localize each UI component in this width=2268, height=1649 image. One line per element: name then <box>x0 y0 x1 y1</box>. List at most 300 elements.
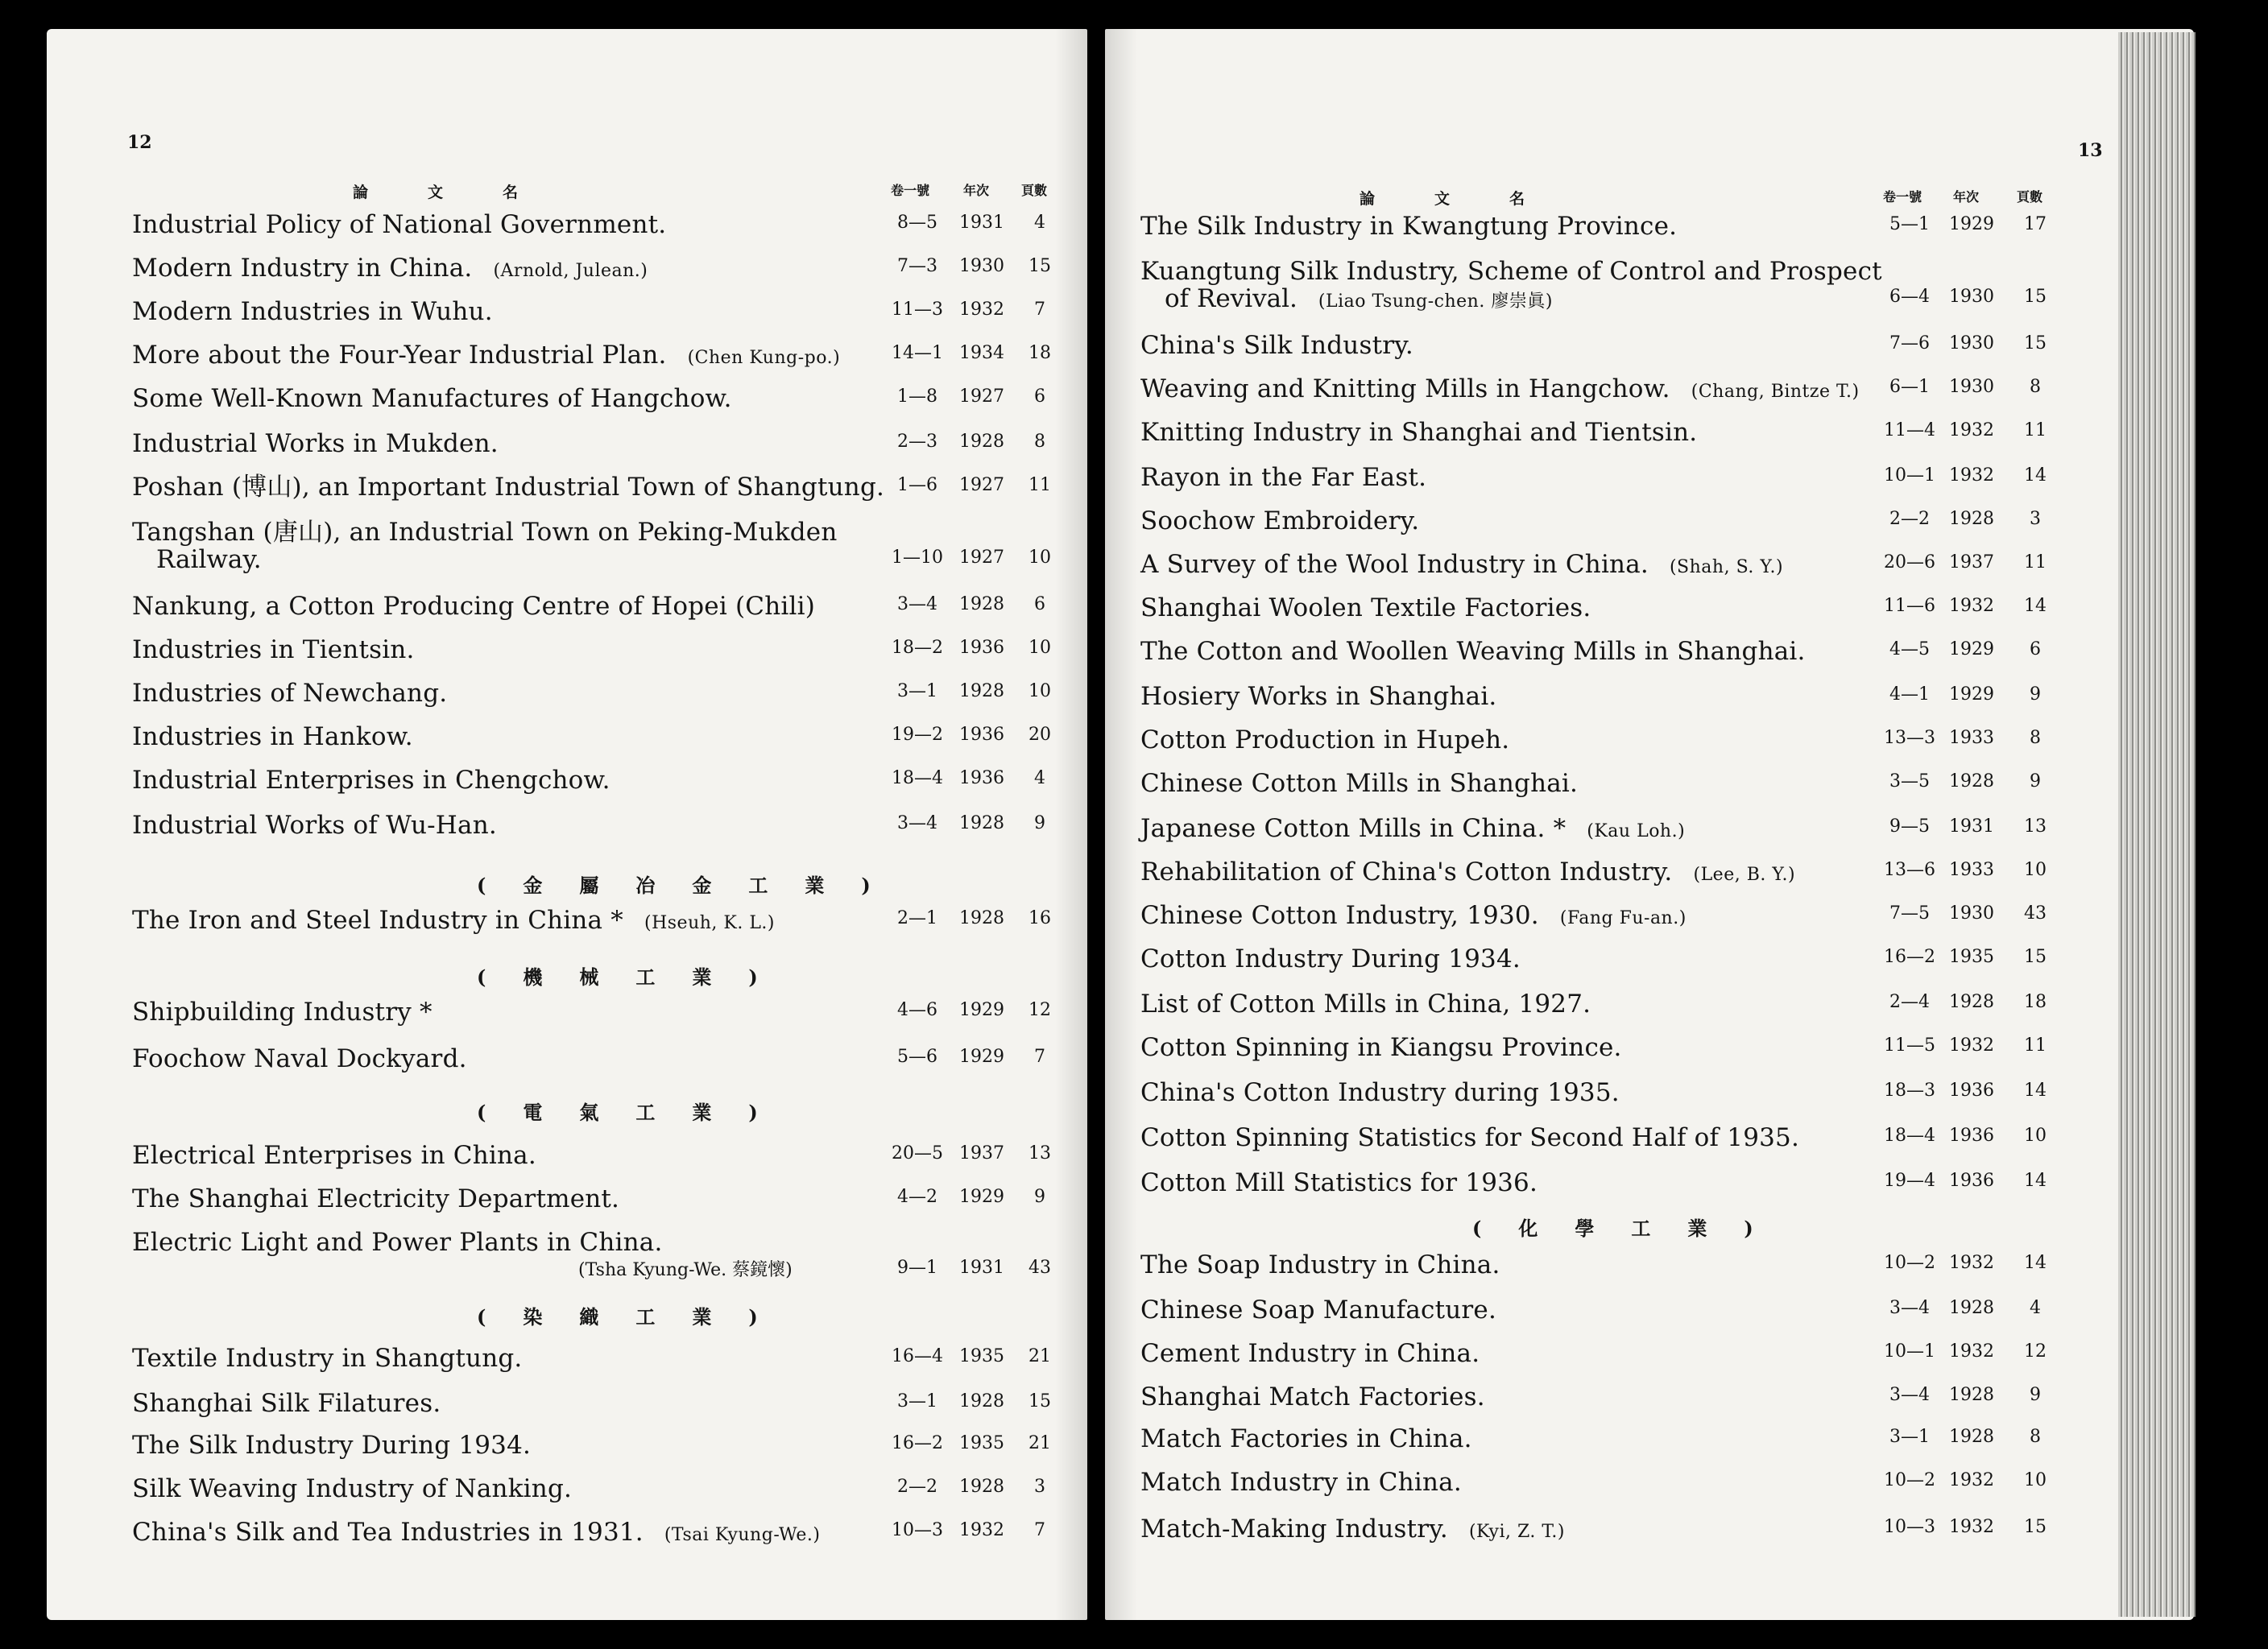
entry-pages: 6 <box>1034 386 1045 407</box>
entry-title-text: The Silk Industry in Kwangtung Province. <box>1140 212 1678 241</box>
entry-row <box>1140 902 2065 942</box>
entry-title <box>1140 419 1697 446</box>
entry-volume: 2—2 <box>1889 509 1930 529</box>
entry-title-text: Poshan (博山), an Important Industrial Town of Shangtung. <box>132 473 885 502</box>
entry-row <box>132 812 1070 852</box>
entry-row <box>132 1045 1070 1085</box>
entry-title-text: The Shanghai Electricity Department. <box>132 1184 620 1213</box>
entry-row <box>132 767 1070 807</box>
entry-title <box>1140 551 1783 581</box>
entry-row <box>1140 1169 2065 1209</box>
entry-pages: 11 <box>2024 552 2047 572</box>
entry-pages: 8 <box>1034 432 1045 452</box>
entry-pages: 13 <box>2024 816 2047 837</box>
entry-pages: 10 <box>2024 1470 2047 1490</box>
entry-year: 1932 <box>1949 1470 1994 1490</box>
entry-year: 1929 <box>959 1187 1004 1207</box>
entry-pages: 14 <box>2024 1081 2047 1101</box>
header-title: 論文名 <box>353 184 578 201</box>
entry-title <box>132 998 432 1026</box>
entry-volume: 7—6 <box>1889 333 1930 353</box>
header-pages: 頁數 <box>1021 183 1048 198</box>
entry-year: 1932 <box>1949 596 1994 616</box>
entry-row <box>1140 257 2065 313</box>
entry-volume: 16—2 <box>1884 947 1935 967</box>
entry-year: 1932 <box>959 300 1004 320</box>
entry-pages: 43 <box>1028 1258 1051 1278</box>
entry-title <box>1140 1124 1799 1151</box>
entry-title-text: Cement Industry in China. <box>1140 1339 1480 1368</box>
entry-row <box>132 1432 1070 1472</box>
entry-title <box>132 1345 522 1372</box>
entry-pages: 8 <box>2030 728 2041 748</box>
entry-title-text: Some Well-Known Manufactures of Hangchow. <box>132 384 732 413</box>
entry-title <box>132 723 413 750</box>
entry-year: 1928 <box>959 1391 1004 1411</box>
entry-year: 1932 <box>959 1520 1004 1540</box>
entry-title-text: China's Silk and Tea Industries in 1931. <box>132 1518 644 1547</box>
entry-volume: 4—5 <box>1889 639 1930 659</box>
entry-row <box>132 298 1070 338</box>
entry-year: 1928 <box>1949 771 1994 791</box>
entry-pages: 9 <box>1034 813 1045 833</box>
header-year: 年次 <box>963 183 990 198</box>
entry-pages: 14 <box>2024 596 2047 616</box>
entry-year: 1931 <box>959 213 1004 233</box>
entry-row <box>1140 213 2065 253</box>
entry-title-text: Shanghai Silk Filatures. <box>132 1389 441 1418</box>
entry-title-text: More about the Four-Year Industrial Plan. <box>132 341 667 370</box>
entry-title <box>1140 1034 1622 1061</box>
header-year: 年次 <box>1953 189 1980 205</box>
entry-year: 1930 <box>959 256 1004 276</box>
entry-year: 1928 <box>959 681 1004 701</box>
entry-pages: 10 <box>1028 681 1051 701</box>
entry-pages: 12 <box>1028 1000 1051 1020</box>
entry-year: 1929 <box>959 1047 1004 1067</box>
entry-title-text: Chinese Soap Manufacture. <box>1140 1296 1497 1325</box>
entry-row <box>1140 1079 2065 1119</box>
entry-pages: 15 <box>2024 287 2047 307</box>
entry-volume: 7—3 <box>897 256 937 276</box>
entry-title-text: Railway. <box>156 545 262 574</box>
header-vol: 卷一號 <box>1883 189 1922 205</box>
entry-pages: 21 <box>1028 1433 1051 1453</box>
entry-volume: 3—4 <box>1889 1385 1930 1405</box>
entry-title-text: Electrical Enterprises in China. <box>132 1141 536 1170</box>
entry-author: (Liao Tsung-chen. 廖崇眞) <box>1318 291 1553 312</box>
entry-title <box>1140 1169 1538 1196</box>
entry-pages: 4 <box>1034 213 1045 233</box>
entry-volume: 10—2 <box>1884 1470 1935 1490</box>
entry-year: 1928 <box>1949 509 1994 529</box>
entry-title <box>1140 1296 1496 1324</box>
entry-volume: 18—3 <box>1884 1081 1935 1101</box>
entry-title <box>1140 683 1497 710</box>
entry-author: (Tsai Kyung-We.) <box>664 1525 821 1545</box>
entry-year: 1932 <box>1949 1341 1994 1362</box>
entry-title-text: Weaving and Knitting Mills in Hangchow. <box>1140 374 1670 403</box>
entry-row <box>1140 594 2065 634</box>
entry-pages: 9 <box>2030 1385 2041 1405</box>
entry-volume: 6—4 <box>1889 287 1930 307</box>
entry-volume: 16—4 <box>892 1346 943 1366</box>
entry-year: 1937 <box>959 1143 1004 1163</box>
entry-title <box>132 385 732 412</box>
entry-pages: 7 <box>1034 1047 1045 1067</box>
entry-title-text: Nankung, a Cotton Producing Centre of Hopei (Chili) <box>132 592 816 621</box>
entry-title-text: China's Silk Industry. <box>1140 331 1413 360</box>
entry-row <box>1140 1340 2065 1380</box>
entry-volume: 13—6 <box>1884 860 1935 880</box>
entry-volume: 2—4 <box>1889 992 1930 1012</box>
entry-title-text: Electric Light and Power Plants in China. <box>132 1228 663 1257</box>
entry-author: (Hseuh, K. L.) <box>644 913 776 933</box>
entry-title <box>132 1045 467 1072</box>
entry-author: (Fang Fu-an.) <box>1559 908 1687 928</box>
entry-author: (Arnold, Julean.) <box>493 261 648 281</box>
header-vol: 卷一號 <box>891 183 930 198</box>
entry-title <box>1140 1251 1500 1279</box>
entry-volume: 16—2 <box>892 1433 943 1453</box>
entry-pages: 10 <box>1028 638 1051 658</box>
entry-row <box>132 593 1070 633</box>
entry-pages: 12 <box>2024 1341 2047 1362</box>
entry-row <box>1140 1515 2065 1556</box>
entry-pages: 13 <box>1028 1143 1051 1163</box>
entry-year: 1935 <box>959 1346 1004 1366</box>
entry-title-text: Industrial Works of Wu-Han. <box>132 811 497 840</box>
entry-title-text: Industrial Enterprises in Chengchow. <box>132 766 610 795</box>
entry-row <box>132 1185 1070 1225</box>
entry-row <box>1140 858 2065 899</box>
column-header <box>47 180 1087 205</box>
entry-title-text: Hosiery Works in Shanghai. <box>1140 682 1497 711</box>
entry-year: 1932 <box>1949 1035 1994 1056</box>
entry-author: (Lee, B. Y.) <box>1693 865 1796 885</box>
entry-title-text: The Cotton and Woollen Weaving Mills in Shanghai. <box>1140 637 1806 666</box>
entry-title-text: Kuangtung Silk Industry, Scheme of Control and Prospect <box>1140 257 1882 286</box>
entry-title-text: Match Industry in China. <box>1140 1468 1462 1497</box>
entry-title <box>132 636 415 663</box>
entry-year: 1932 <box>1949 465 1994 486</box>
entry-pages: 3 <box>1034 1477 1045 1497</box>
entry-row <box>1140 419 2065 459</box>
entry-pages: 14 <box>2024 1253 2047 1273</box>
entry-volume: 5—1 <box>1889 214 1930 234</box>
entry-year: 1935 <box>1949 947 1994 967</box>
entry-title-text: The Soap Industry in China. <box>1140 1250 1500 1279</box>
entry-pages: 14 <box>2024 1171 2047 1191</box>
entry-title-text: Cotton Spinning in Kiangsu Province. <box>1140 1033 1622 1062</box>
entry-title-text: Tangshan (唐山), an Industrial Town on Peking-Mukden <box>132 518 838 547</box>
section-heading: (機械工業) <box>477 965 795 989</box>
entry-pages: 18 <box>1028 343 1051 363</box>
entry-pages: 7 <box>1034 300 1045 320</box>
entry-title <box>132 211 666 238</box>
entry-title <box>132 1432 531 1459</box>
entry-year: 1928 <box>1949 1385 1994 1405</box>
entry-volume: 4—2 <box>897 1187 937 1207</box>
section-heading: (電氣工業) <box>477 1101 795 1124</box>
entry-title-text: Modern Industry in China. <box>132 254 473 283</box>
entry-volume: 3—1 <box>897 681 937 701</box>
entry-author: (Chen Kung-po.) <box>687 348 841 368</box>
entry-row <box>1140 1425 2065 1465</box>
entry-volume: 10—3 <box>1884 1517 1935 1537</box>
entry-volume: 3—5 <box>1889 771 1930 791</box>
entry-year: 1937 <box>1949 552 1994 572</box>
entry-year: 1929 <box>1949 684 1994 705</box>
entry-title <box>132 680 447 707</box>
entry-row <box>1140 1469 2065 1509</box>
entry-title-text: Industrial Policy of National Government. <box>132 210 667 239</box>
entry-row <box>1140 332 2065 372</box>
page-number: 13 <box>2078 140 2103 161</box>
entry-title-text: Chinese Cotton Mills in Shanghai. <box>1140 769 1579 798</box>
entry-row <box>1140 551 2065 591</box>
entry-title-text: Soochow Embroidery. <box>1140 506 1420 535</box>
entry-year: 1930 <box>1949 377 1994 397</box>
entry-pages: 9 <box>2030 771 2041 791</box>
entry-title <box>1140 375 1860 406</box>
entry-volume: 5—6 <box>897 1047 937 1067</box>
entry-pages: 9 <box>2030 684 2041 705</box>
entry-title <box>132 473 884 501</box>
entry-title <box>1140 332 1413 359</box>
entry-title-text: of Revival. <box>1165 284 1297 313</box>
entry-pages: 10 <box>2024 1126 2047 1146</box>
entry-title <box>132 519 838 546</box>
entry-year: 1930 <box>1949 333 1994 353</box>
entry-year: 1932 <box>1949 1517 1994 1537</box>
entry-title-text: Cotton Industry During 1934. <box>1140 944 1521 973</box>
entry-volume: 9—5 <box>1889 816 1930 837</box>
entry-title <box>132 767 610 794</box>
entry-row <box>1140 1251 2065 1292</box>
entry-row <box>1140 815 2065 855</box>
entry-title-text: Shanghai Match Factories. <box>1140 1382 1485 1411</box>
entry-volume: 2—3 <box>897 432 937 452</box>
entry-row <box>132 1228 1070 1280</box>
entry-title <box>132 298 493 325</box>
entry-pages: 15 <box>2024 1517 2047 1537</box>
entry-author: (Kau Loh.) <box>1587 821 1686 841</box>
entry-title <box>1140 990 1591 1018</box>
entry-title <box>1140 464 1426 491</box>
entry-author: (Tsha Kyung-We. 蔡鏡懷) <box>578 1260 793 1280</box>
entry-pages: 11 <box>2024 420 2047 440</box>
entry-year: 1928 <box>959 432 1004 452</box>
entry-year: 1928 <box>1949 1298 1994 1318</box>
entry-volume: 1—10 <box>892 548 943 568</box>
entry-pages: 11 <box>2024 1035 2047 1056</box>
entry-volume: 18—4 <box>892 768 943 788</box>
entry-row <box>1140 638 2065 678</box>
entry-row <box>1140 990 2065 1031</box>
entry-row <box>1140 1034 2065 1074</box>
entry-title <box>132 1229 663 1256</box>
entry-pages: 7 <box>1034 1520 1045 1540</box>
entry-pages: 15 <box>2024 947 2047 967</box>
entry-pages: 20 <box>1028 725 1051 745</box>
entry-pages: 10 <box>2024 860 2047 880</box>
header-title: 論文名 <box>1360 190 1585 208</box>
entry-volume: 7—5 <box>1889 903 1930 924</box>
entry-year: 1933 <box>1949 728 1994 748</box>
entry-title <box>132 1185 619 1213</box>
entry-title-text: The Silk Industry During 1934. <box>132 1431 532 1460</box>
entry-pages: 4 <box>1034 768 1045 788</box>
entry-volume: 10—1 <box>1884 465 1935 486</box>
entry-title-text: Cotton Spinning Statistics for Second Half of 1935. <box>1140 1123 1800 1152</box>
entry-row <box>132 1519 1070 1559</box>
entry-row <box>1140 945 2065 986</box>
entry-title <box>132 1390 441 1417</box>
entry-title <box>1140 1425 1472 1453</box>
entry-year: 1933 <box>1949 860 1994 880</box>
entry-title <box>1140 770 1578 797</box>
entry-year: 1936 <box>959 768 1004 788</box>
entry-volume: 11—5 <box>1884 1035 1935 1056</box>
entry-row <box>1140 1296 2065 1337</box>
entry-pages: 15 <box>1028 1391 1051 1411</box>
entry-pages: 21 <box>1028 1346 1051 1366</box>
page-edges <box>2118 32 2196 1617</box>
entry-year: 1935 <box>959 1433 1004 1453</box>
entry-volume: 10—1 <box>1884 1341 1935 1362</box>
entry-year: 1928 <box>959 813 1004 833</box>
entry-title <box>132 907 775 937</box>
entry-title <box>132 1142 536 1169</box>
gutter-shadow <box>1105 29 1137 1620</box>
entry-volume: 10—3 <box>892 1520 943 1540</box>
entry-pages: 8 <box>2030 1427 2041 1447</box>
entry-year: 1929 <box>1949 214 1994 234</box>
entry-title <box>132 254 648 285</box>
entry-title <box>1140 1340 1480 1367</box>
entry-title <box>132 430 499 457</box>
entry-title-text: Knitting Industry in Shanghai and Tientsin. <box>1140 418 1698 447</box>
entry-volume: 1—6 <box>897 475 937 495</box>
entry-title-text: Shipbuilding Industry * <box>132 998 432 1027</box>
entry-volume: 2—2 <box>897 1477 937 1497</box>
entry-title-text: Foochow Naval Dockyard. <box>132 1044 467 1073</box>
entry-title <box>1140 507 1419 535</box>
entry-title <box>1140 1469 1462 1496</box>
entry-year: 1928 <box>1949 1427 1994 1447</box>
entry-title <box>132 812 497 839</box>
entry-year: 1936 <box>959 725 1004 745</box>
entry-title-text: Industries of Newchang. <box>132 679 448 708</box>
entry-year: 1929 <box>959 1000 1004 1020</box>
entry-row <box>132 385 1070 425</box>
entry-pages: 9 <box>1034 1187 1045 1207</box>
entry-year: 1927 <box>959 386 1004 407</box>
entry-title <box>1140 945 1521 973</box>
entry-title-text: Cotton Production in Hupeh. <box>1140 725 1510 754</box>
entry-row <box>1140 726 2065 767</box>
entry-row <box>132 211 1070 251</box>
entry-title <box>1140 726 1509 754</box>
entry-title <box>132 1519 820 1549</box>
entry-title-continued <box>156 546 262 573</box>
entry-year: 1931 <box>1949 816 1994 837</box>
entry-pages: 6 <box>2030 639 2041 659</box>
entry-year: 1930 <box>1949 903 1994 924</box>
entry-row <box>132 473 1070 514</box>
entry-author: (Chang, Bintze T.) <box>1691 382 1860 402</box>
entry-title <box>1140 638 1806 665</box>
entry-row <box>132 518 1070 574</box>
entry-pages: 10 <box>1028 548 1051 568</box>
entry-volume: 3—4 <box>1889 1298 1930 1318</box>
entry-year: 1927 <box>959 475 1004 495</box>
entry-year: 1936 <box>959 638 1004 658</box>
entry-year: 1932 <box>1949 1253 1994 1273</box>
entry-title-text: List of Cotton Mills in China, 1927. <box>1140 990 1591 1019</box>
entry-year: 1927 <box>959 548 1004 568</box>
entry-year: 1930 <box>1949 287 1994 307</box>
entry-volume: 20—5 <box>892 1143 943 1163</box>
entry-row <box>132 723 1070 763</box>
entry-row <box>1140 375 2065 415</box>
entry-row <box>132 254 1070 295</box>
entry-title-text: Rayon in the Far East. <box>1140 463 1427 492</box>
entry-title <box>1140 1515 1565 1546</box>
entry-year: 1928 <box>959 1477 1004 1497</box>
entry-volume: 3—1 <box>1889 1427 1930 1447</box>
entry-title <box>132 341 840 372</box>
entry-pages: 18 <box>2024 992 2047 1012</box>
entry-title-text: Industrial Works in Mukden. <box>132 429 499 458</box>
entry-volume: 11—3 <box>892 300 943 320</box>
entry-row <box>132 430 1070 470</box>
entry-title <box>1140 815 1685 845</box>
entry-pages: 8 <box>2030 377 2041 397</box>
entry-title <box>1140 1079 1620 1106</box>
entry-title-text: Rehabilitation of China's Cotton Industry. <box>1140 858 1673 886</box>
entry-row <box>132 341 1070 382</box>
entry-volume: 3—4 <box>897 813 937 833</box>
column-header <box>1105 187 2194 211</box>
entry-pages: 15 <box>2024 333 2047 353</box>
entry-pages: 14 <box>2024 465 2047 486</box>
entry-volume: 11—6 <box>1884 596 1935 616</box>
entry-author: (Shah, S. Y.) <box>1669 557 1784 577</box>
entry-title-text: Textile Industry in Shangtung. <box>132 1344 523 1373</box>
entry-volume: 18—2 <box>892 638 943 658</box>
entry-title-continued <box>1165 285 1553 316</box>
entry-year: 1932 <box>1949 420 1994 440</box>
entry-volume: 18—4 <box>1884 1126 1935 1146</box>
entry-year: 1929 <box>1949 639 1994 659</box>
entry-title-text: Match Factories in China. <box>1140 1424 1472 1453</box>
entry-pages: 15 <box>1028 256 1051 276</box>
entry-pages: 17 <box>2024 214 2047 234</box>
entry-title-text: Industries in Tientsin. <box>132 635 415 664</box>
entry-volume: 19—4 <box>1884 1171 1935 1191</box>
entry-row <box>132 680 1070 720</box>
section-heading: (化學工業) <box>1472 1217 1790 1240</box>
entry-title <box>1140 1383 1485 1411</box>
entry-title-text: Japanese Cotton Mills in China. * <box>1140 814 1566 843</box>
entry-volume: 13—3 <box>1884 728 1935 748</box>
entry-title-text: Match-Making Industry. <box>1140 1515 1448 1544</box>
entry-row <box>1140 770 2065 810</box>
entry-title <box>1140 213 1677 240</box>
entry-title-text: Shanghai Woolen Textile Factories. <box>1140 593 1591 622</box>
